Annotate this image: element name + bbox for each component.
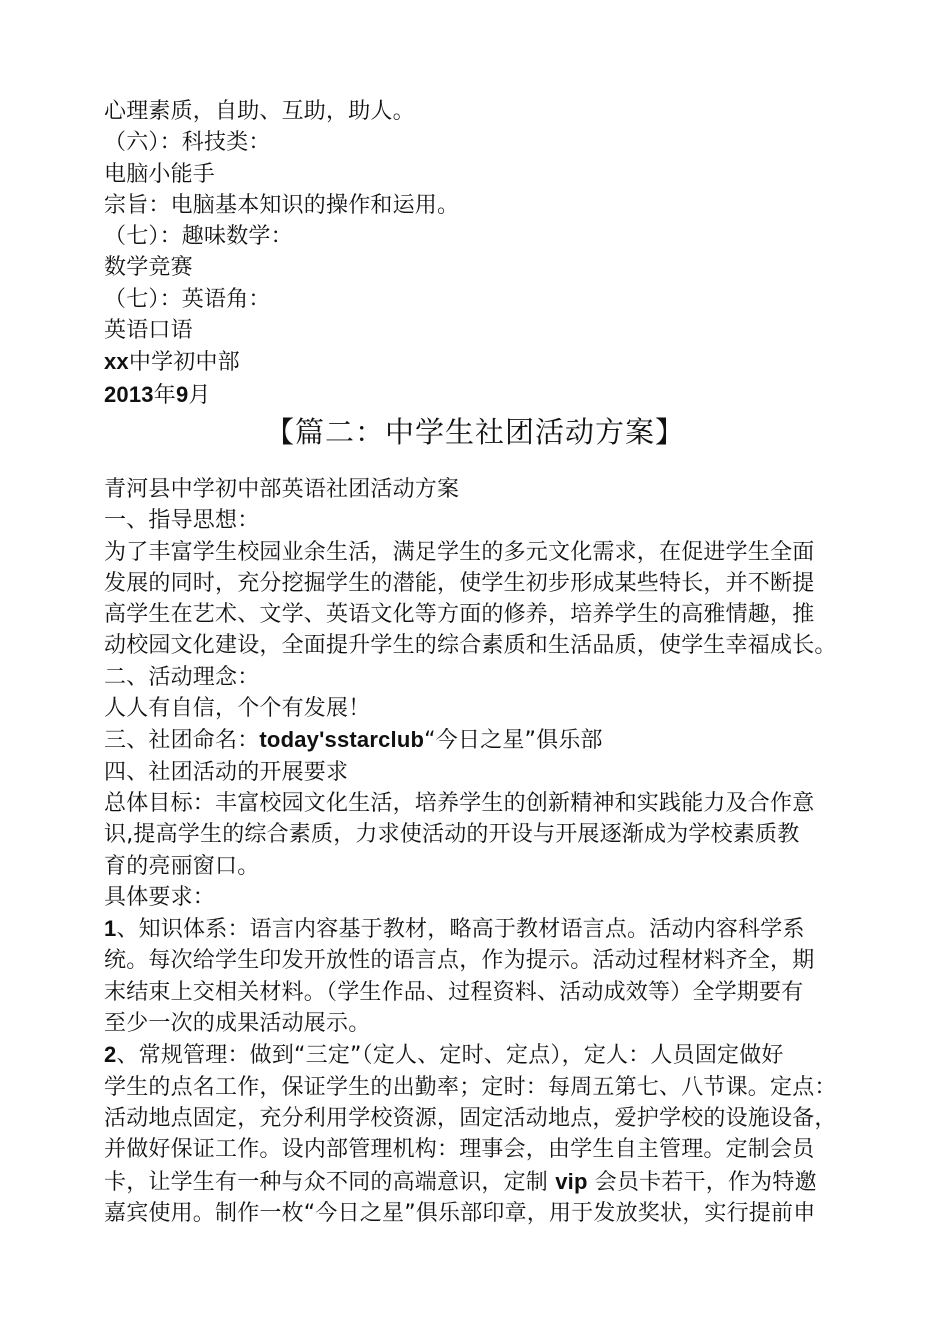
item-text: 、知识体系：语言内容基于教材，略高于教材语言点。活动内容科学系: [116, 917, 805, 943]
school-prefix: xx: [104, 349, 129, 375]
document-date: [104, 379, 864, 411]
school-suffix: 中学初中部: [128, 350, 240, 376]
club-name-latin: today'sstarclub: [259, 727, 425, 753]
text-line: 育的亮丽窗口。: [104, 853, 260, 879]
text-line: [104, 913, 884, 945]
text-line: （七）：英语角：: [104, 286, 271, 312]
text-line: 心理素质，自助、互助，助人。: [104, 99, 415, 124]
section-title: 【篇二：中学生社团活动方案】: [264, 415, 685, 449]
text-line: 二、活动理念：: [104, 664, 260, 690]
text-line: 数学竞赛: [104, 255, 193, 281]
text-line: （七）：趣味数学：: [104, 224, 293, 250]
text-line: 高学生在艺术、文学、英语文化等方面的修养，培养学生的高雅情趣，推: [104, 602, 815, 628]
text-line: 末结束上交相关材料。（学生作品、过程资料、活动成效等）全学期要有: [104, 979, 804, 1005]
text-line: 并做好保证工作。设内部管理机构：理事会，由学生自主管理。定制会员: [104, 1137, 815, 1163]
text-line: [104, 1166, 884, 1198]
text-line: 识,提高学生的综合素质，力求使活动的开设与开展逐渐成为学校素质教: [104, 822, 800, 848]
item-text: 卡，让学生有一种与众不同的高端意识，定制: [104, 1169, 556, 1195]
date-year-char: 年: [153, 382, 176, 408]
text-line: 动校园文化建设，全面提升学生的综合素质和生活品质，使学生幸福成长。: [104, 633, 837, 659]
text-line: （六）：科技类：: [104, 130, 271, 156]
text-line: 活动地点固定，充分利用学校资源，固定活动地点，爱护学校的设施设备，: [104, 1105, 837, 1131]
text-line: 青河县中学初中部英语社团活动方案: [104, 477, 460, 502]
item-text: 会员卡若干，作为特邀: [587, 1169, 817, 1195]
text-line: 具体要求：: [104, 884, 216, 910]
text-line: 电脑小能手: [104, 161, 216, 187]
text-line: [104, 724, 884, 756]
text-line: 四、社团活动的开展要求: [104, 759, 349, 785]
item-number: 2: [104, 1042, 117, 1068]
vip-label: vip: [555, 1168, 588, 1194]
club-name-chinese: “今日之星”俱乐部: [424, 728, 603, 754]
item-number: 1: [104, 916, 117, 942]
date-month-char: 月: [188, 382, 211, 408]
text-line: 学生的点名工作，保证学生的出勤率；定时：每周五第七、八节课。定点：: [104, 1074, 837, 1100]
text-line: 发展的同时，充分挖掘学生的潜能，使学生初步形成某些特长，并不断提: [104, 570, 815, 596]
document-body: [104, 474, 884, 1229]
text-line: 人人有自信，个个有发展！: [104, 696, 371, 722]
text-line: 宗旨：电脑基本知识的操作和运用。: [104, 192, 460, 218]
item-text: 、常规管理：做到“三定”（定人、定时、定点），定人：人员固定做好: [116, 1043, 784, 1069]
text-line: 英语口语: [104, 318, 193, 344]
text-line: 嘉宾使用。制作一枚“今日之星”俱乐部印章，用于发放奖状，实行提前申: [104, 1200, 816, 1226]
date-year: 2013: [104, 381, 154, 407]
date-month: 9: [175, 381, 189, 407]
school-signature: [104, 346, 864, 378]
text-line: 总体目标：丰富校园文化生活，培养学生的创新精神和实践能力及合作意: [104, 790, 815, 816]
text-line: 为了丰富学生校园业余生活，满足学生的多元文化需求，在促进学生全面: [104, 539, 815, 565]
text-line: 一、指导思想：: [104, 508, 260, 534]
text-line: [104, 1039, 884, 1071]
club-name-prefix: 三、社团命名：: [104, 728, 260, 754]
text-line: 统。每次给学生印发开放性的语言点，作为提示。活动过程材料齐全，期: [104, 948, 815, 974]
document-top-section: [104, 96, 864, 411]
text-line: 至少一次的成果活动展示。: [104, 1011, 371, 1037]
